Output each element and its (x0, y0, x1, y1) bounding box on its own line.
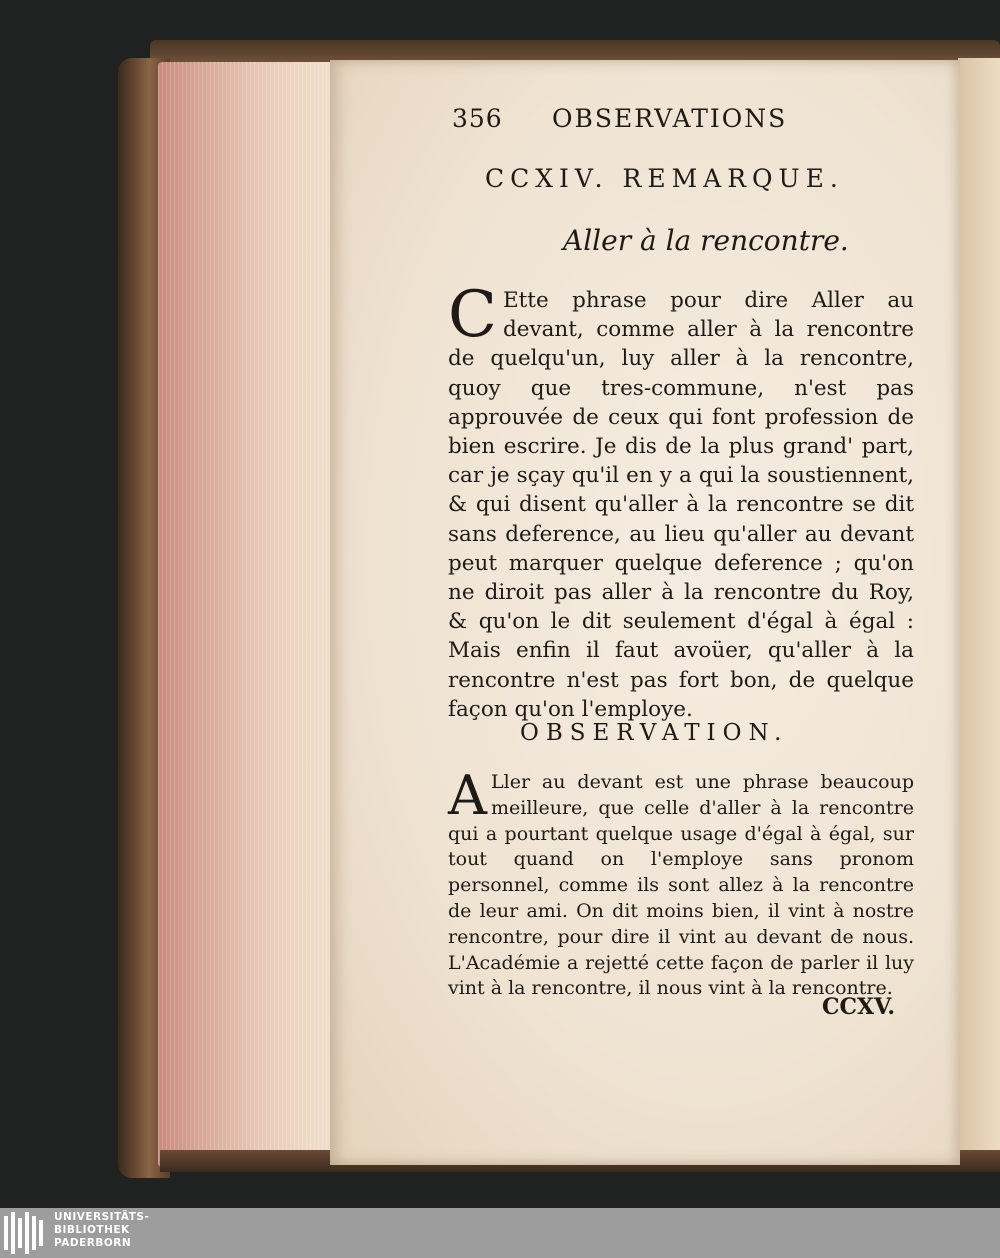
library-name-line: PADERBORN (54, 1237, 132, 1249)
observation-text: Ller au devant est une phrase beaucoup meilleure, que celle d'aller à la rencontre qui a pourtant quelque usage d'égal à égal, sur tout quand on l'employe sans pronom personnel, comme ils sont allez à la rencontre de leur ami. On dit moins bien, il vint à nostre rencontre, pour dire il vint au devant de nous. L'Académie a rejetté cette façon de parler il luy vint à la rencontre, il nous vint à la rencontre. (448, 771, 914, 1000)
library-name (54, 1211, 149, 1250)
remark-title: CCXIV. REMARQUE. (485, 164, 844, 193)
library-name-line: BIBLIOTHEK (54, 1224, 130, 1236)
remark-subject: Aller à la rencontre. (563, 224, 849, 257)
observation-paragraph (448, 764, 914, 1002)
page-edges (158, 62, 338, 1167)
remark-text: Ette phrase pour dire Aller au devant, comme aller à la rencontre de quelqu'un, luy aller à la rencontre, quoy que tres-commune, n'est pas approuvée de ceux qui font profession de bien escrire. Je dis de la plus grand' part, car je sçay qu'il en y a qui la soustiennent, & qui disent qu'aller à la rencontre se dit sans deference, au lieu qu'aller au devant peut marquer quelque deference ; qu'on ne diroit pas aller à la rencontre du Roy, & qu'on le dit seulement d'égal à égal : Mais enfin il faut avoüer, qu'aller à la rencontre n'est pas fort bon, de quelque façon qu'on l'employe. (448, 288, 914, 722)
page-number: 356 (452, 104, 503, 133)
university-library-bars-icon (4, 1210, 48, 1256)
facing-page-edge (958, 58, 1000, 1158)
library-footer (0, 1208, 1000, 1258)
remark-paragraph (448, 278, 914, 724)
page-header (452, 104, 852, 140)
drop-cap: C (448, 278, 497, 352)
library-name-line: UNIVERSITÄTS- (54, 1211, 150, 1223)
running-title: OBSERVATIONS (552, 104, 788, 133)
drop-cap: A (448, 764, 487, 827)
observation-title: OBSERVATION. (520, 720, 789, 746)
catchword: CCXV. (822, 994, 895, 1020)
book-page (330, 60, 960, 1165)
